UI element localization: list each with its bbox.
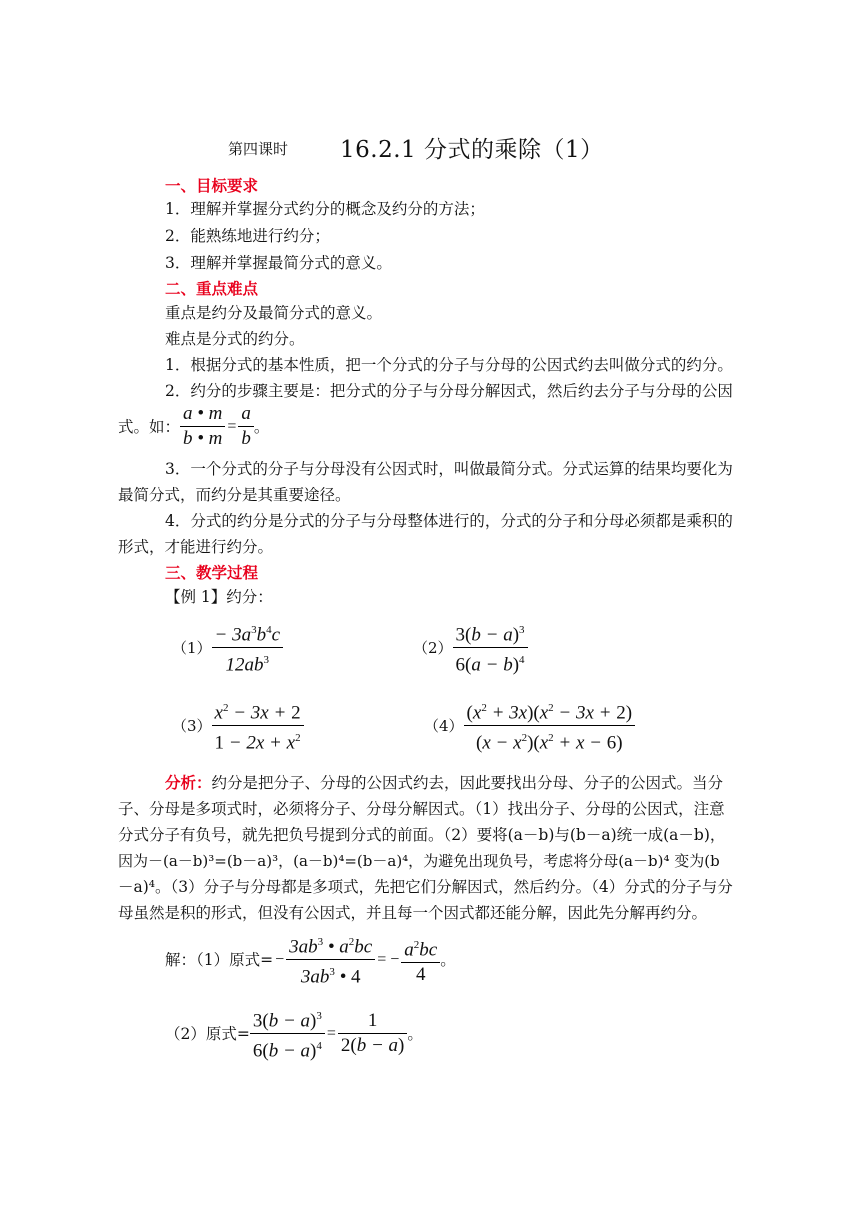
analysis-line-4: 因为－(a－b)³=(b－a)³，(a－b)⁴=(b－a)⁴，为避免出现负号，考虑将分母(a－b)⁴ 变为(b [118,852,720,870]
difficulty: 难点是分式的约分。 [165,330,305,348]
goal-3: 3．理解并掌握最简分式的意义。 [165,254,392,272]
key-point: 重点是约分及最简分式的意义。 [165,304,383,322]
point-4-line-2: 形式，才能进行约分。 [118,538,274,556]
solution-1: 解：（1）原式= − $\frac{3ab^3 • a^2bc}{3ab^3 • 4}$ = − $\frac{a^2bc}{4}$ 。 [165,936,456,988]
example-item-3: （3） $\frac{x^2 - 3x + 2}{1 - 2x + x^2}$ [172,696,304,756]
goal-1: 1．理解并掌握分式约分的概念及约分的方法； [165,200,485,218]
point-4-line-1: 4．分式的约分是分式的分子与分母整体进行的，分式的分子和分母必须都是乘积的 [165,512,733,530]
point-2-line-1: 2．约分的步骤主要是：把分式的分子与分母分解因式，然后约去分子与分母的公因 [165,382,733,400]
fraction-am-bm: $\frac{a • m}{b • m}$ [180,402,225,451]
example-item-1: （1） $\frac{- 3a^3b^4c}{12ab^3}$ [172,618,283,678]
example-label: 【例 1】约分： [165,588,273,606]
point-2-example: 式。如： $\frac{a • m}{b • m}$ = $\frac{a}{b}$ 。 [118,403,270,449]
period: 。 [253,417,270,436]
analysis-line-6: 母虽然是积的形式，但没有公因式，并且每一个因式都还能分解，因此先分解再约分。 [118,904,708,922]
analysis-label: 分析： [165,773,212,792]
analysis-line-3: 分式分子有负号，就先把负号提到分式的前面。（2）要将(a－b)与(b－a)统一成(a－b)， [118,826,726,844]
point-3-line-2: 最简分式，而约分是其重要途径。 [118,486,351,504]
page-title: 16.2.1 分式的乘除（1） [340,137,604,163]
analysis-line-2: 子、分母是多项式时，必须将分子、分母分解因式。（1）找出分子、分母的公因式，注意 [118,800,725,818]
lesson-label: 第四课时 [228,140,289,158]
point-1: 1．根据分式的基本性质，把一个分式的分子与分母的公因式约去叫做分式的约分。 [165,356,733,374]
point-3-line-1: 3．一个分式的分子与分母没有公因式时，叫做最简分式。分式运算的结果均要化为 [165,460,733,478]
analysis-line-1: 分析：约分是把分子、分母的公因式约去，因此要找出分母、分子的公因式。当分 [165,773,724,792]
example-item-4: （4） $\frac{(x^2 + 3x)(x^2 - 3x + 2)}{(x - x^2)(x^2 + x - 6)}$ [424,696,635,756]
analysis-line-5: －a)⁴。（3）分子与分母都是多项式，先把它们分解因式，然后约分。（4）分式的分子与分 [118,878,733,896]
process-heading: 三、教学过程 [165,563,259,582]
solution-2: （2）原式= $\frac{3(b - a)^3}{6(b - a)^4}$ = $\frac{1}{2(b - a)}$ 。 [165,1010,423,1062]
key-heading: 二、重点难点 [165,279,259,298]
fraction-a-b: $\frac{a}{b}$ [238,402,254,451]
example-item-2: （2） $\frac{3(b - a)^3}{6(a - b)^4}$ [413,618,528,678]
goals-heading: 一、目标要求 [165,176,259,195]
point-2-line-2: 式。如： [118,417,181,436]
goal-2: 2．能熟练地进行约分； [165,227,330,245]
